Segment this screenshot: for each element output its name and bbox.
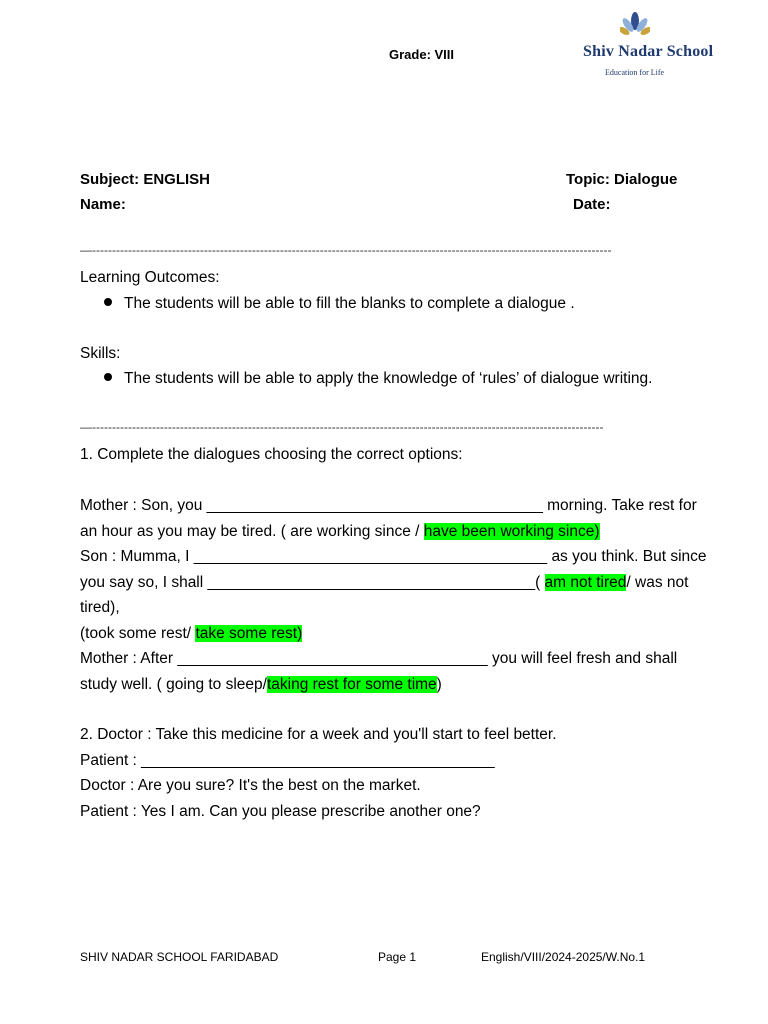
grade-label: Grade: VIII: [389, 47, 455, 62]
q1-line: Mother : Son, you _______________________________________ morning. Take rest for: [80, 497, 697, 514]
skills-heading: Skills:: [80, 345, 121, 362]
answer-highlight: am not tired: [544, 573, 627, 591]
q1-line: tired),: [80, 599, 120, 616]
q2-line: Patient : _________________________________________: [80, 751, 495, 769]
skill-item: The students will be able to apply the knowledge of ‘rules’ of dialogue writing.: [104, 366, 652, 392]
topic-label: Topic: Dialogue: [566, 171, 678, 188]
answer-highlight: take some rest): [195, 624, 303, 642]
q1-line: an hour as you may be tired. ( are working since / have been working since): [80, 522, 600, 540]
learning-outcomes-heading: Learning Outcomes:: [80, 269, 220, 286]
lotus-icon: [620, 12, 650, 38]
q1-line: Son : Mumma, I _________________________________________ as you think. But since: [80, 548, 707, 565]
bullet-icon: [104, 298, 112, 306]
footer-school: SHIV NADAR SCHOOL FARIDABAD: [80, 950, 279, 964]
footer-code: English/VIII/2024-2025/W.No.1: [481, 950, 646, 964]
q1-line: you say so, I shall ______________________________________( am not tired/ was not: [80, 573, 689, 591]
school-logo: [578, 12, 714, 82]
q2-line: Doctor : Are you sure? It's the best on the market.: [80, 777, 421, 794]
q2-line: 2. Doctor : Take this medicine for a week and you'll start to feel better.: [80, 726, 557, 743]
footer-page: Page 1: [378, 950, 417, 964]
question-1: [80, 442, 730, 697]
question-2: [80, 722, 730, 824]
name-label: Name:: [80, 196, 126, 213]
separator-line: —--------------------------------------------------------------------------------------------------------------------------------: [80, 420, 604, 434]
separator-line: —----------------------------------------------------------------------------------------------------------------------------------: [80, 243, 612, 257]
answer-highlight: have been working since): [423, 522, 600, 540]
q2-line: Patient : Yes I am. Can you please prescribe another one?: [80, 802, 481, 820]
date-label: Date:: [573, 196, 611, 213]
q1-line: study well. ( going to sleep/taking rest for some time): [80, 675, 442, 693]
q1-line: Mother : After ____________________________________ you will feel fresh and shall: [80, 650, 678, 667]
answer-highlight: taking rest for some time: [266, 675, 437, 693]
bullet-icon: [104, 373, 112, 381]
learning-outcome-item: The students will be able to fill the blanks to complete a dialogue .: [104, 291, 575, 317]
subject-label: Subject: ENGLISH: [80, 171, 211, 188]
q1-line: (took some rest/ take some rest): [80, 624, 303, 642]
q1-instruction: 1. Complete the dialogues choosing the correct options:: [80, 446, 463, 463]
logo-name: Shiv Nadar School: [583, 43, 714, 60]
logo-tagline: Education for Life: [605, 68, 665, 77]
